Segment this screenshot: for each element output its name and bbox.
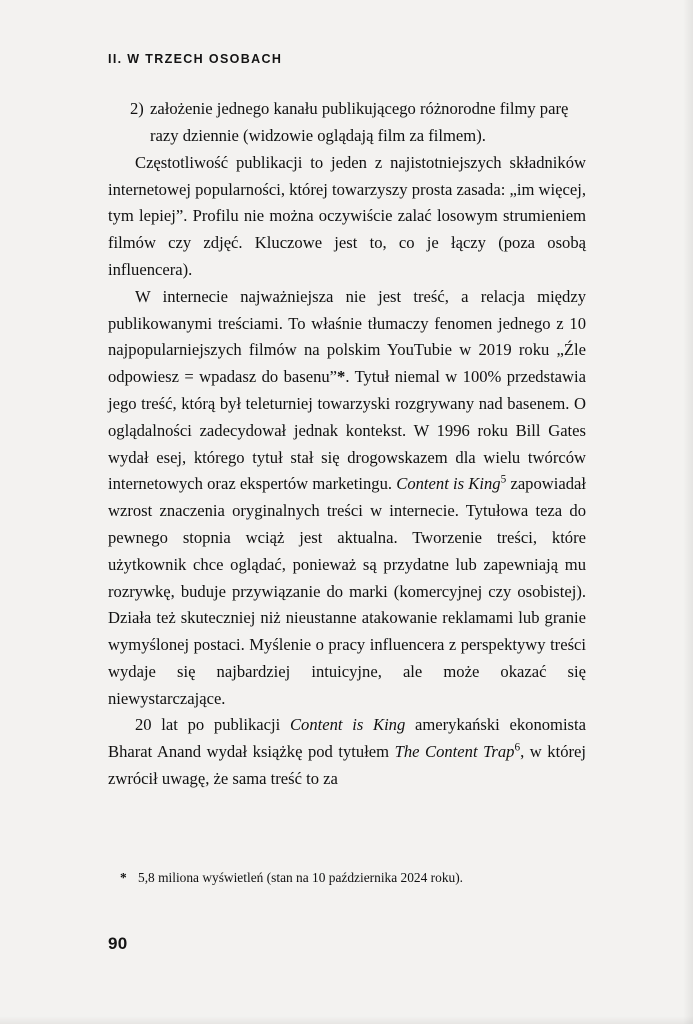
page-number: 90	[108, 934, 128, 953]
list-item	[108, 96, 586, 150]
body-text	[108, 96, 586, 793]
footnote-reference-6: 6	[514, 741, 521, 754]
list-item-marker: 2)	[130, 99, 144, 118]
paragraph-3-part-b: amerykański ekonomista Bharat Anand wydał książkę pod tytułem	[108, 715, 586, 762]
paragraph-2-part-c: zapowiadał wzrost znaczenia oryginalnych treści w internecie. Tytułowa teza do pewnego stopnia wciąż jest aktualna. Tworzenie treści, które użytkownik chce oglądać, ponieważ są przydatne lub zapewniają mu rozrywkę, buduje przywiązanie do marki (komercyjnej czy osobistej). Działa też skuteczniej niż nieustanne atakowanie reklamami lub granie wymyślonej postaci. Myślenie o pracy influencera z perspektywy treści wydaje się najbardziej intuicyjne, ale może okazać się niewystarczające.	[108, 474, 587, 708]
paragraph-2-part-b: . Tytuł niemal w 100% przedstawia jego treść, którą był teleturniej towarzyski rozgrywany nad basenem. O oglądalności zadecydował jednak kontekst. W 1996 roku Bill Gates wydał esej, którego tytuł stał się drogowskazem dla wielu twórców internetowych oraz ekspertów marketingu.	[108, 367, 586, 494]
footnote-text: 5,8 miliona wyświetleń (stan na 10 października 2024 roku).	[138, 870, 464, 885]
book-title-content-is-king-2: Content is King	[289, 715, 406, 735]
footnote-reference-asterisk: *	[337, 367, 346, 387]
page-text-block	[108, 0, 586, 1024]
paragraph-2	[108, 284, 586, 713]
paragraph-3	[108, 712, 586, 792]
footnote-marker: *	[120, 870, 127, 885]
book-title-the-content-trap: The Content Trap	[394, 742, 515, 762]
list-item-text: założenie jednego kanału publikującego różnorodne filmy parę razy dziennie (widzowie oglądają film za filmem).	[150, 99, 569, 145]
footnote	[108, 868, 586, 888]
footnote-reference-5: 5	[500, 473, 507, 486]
page-edge-shadow-right	[683, 0, 693, 1024]
paragraph-1: Częstotliwość publikacji to jeden z najistotniejszych składników internetowej popularności, której towarzyszy prosta zasada: „im więcej, tym lepiej”. Profilu nie można oczywiście zalać losowym strumieniem filmów czy zdjęć. Kluczowe jest to, co je łączy (poza osobą influencera).	[108, 152, 586, 279]
paragraph-3-part-c: , w której zwrócił uwagę, że sama treść to za	[108, 742, 586, 789]
paragraph-3-part-a: 20 lat po publikacji	[135, 715, 290, 735]
running-head: II. W TRZECH OSOBACH	[108, 52, 283, 66]
book-title-content-is-king: Content is King	[396, 474, 501, 494]
paragraph-2-part-a: W internecie najważniejsza nie jest treść, a relacja między publikowanymi treściami. To właśnie tłumaczy fenomen jednego z 10 najpopularniejszych filmów na polskim YouTubie w 2019 roku „Źle odpowiesz = wpadasz do basenu”	[108, 286, 586, 387]
